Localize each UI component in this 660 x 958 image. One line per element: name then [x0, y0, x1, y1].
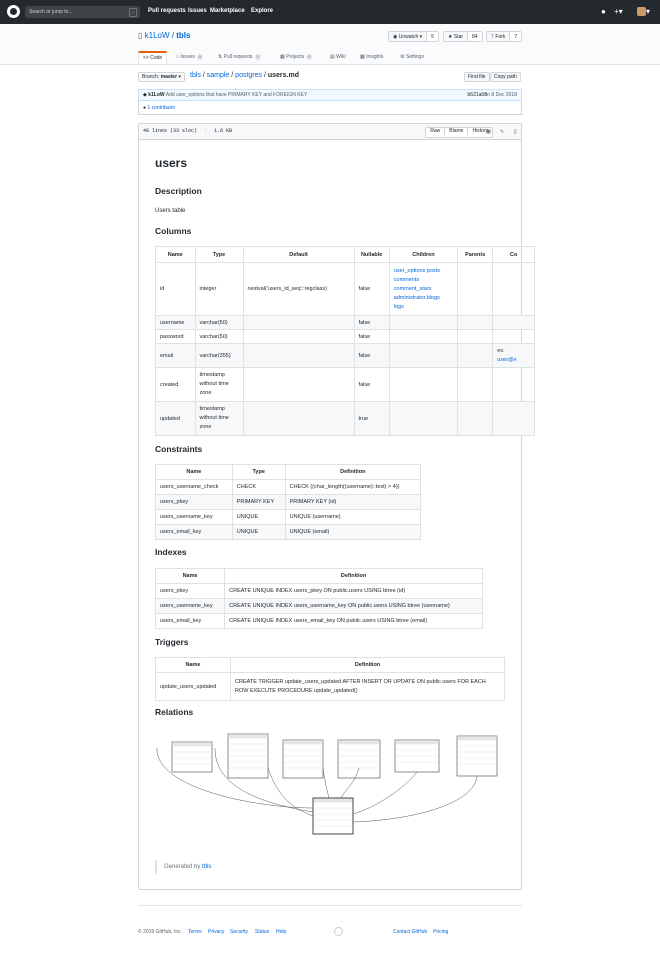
nav-issues[interactable]: Issues: [188, 8, 207, 14]
history-button[interactable]: History: [467, 128, 492, 135]
col-header-type: Type: [195, 247, 243, 263]
watch-label: Unwatch: [398, 34, 419, 40]
contributors: [138, 101, 522, 115]
footer-status[interactable]: Status: [255, 929, 270, 935]
commit-date: on 8 Dec 2018: [484, 92, 517, 98]
child-link-comment-stars[interactable]: comment_stars: [393, 285, 432, 292]
watch-button[interactable]: ◉ Unwatch ▾ 5: [388, 31, 439, 42]
footer-divider: [138, 905, 522, 906]
footer-terms[interactable]: Terms: [188, 929, 202, 935]
fork-icon: ᛉ: [491, 34, 495, 40]
table-row: email varchar(355) false ex. user@e: [156, 344, 535, 368]
file-lines: 48 lines (33 sloc): [143, 128, 198, 134]
email-comment-link[interactable]: user@e: [497, 356, 517, 363]
heading-relations: Relations: [155, 707, 194, 717]
slash-key-icon: /: [129, 8, 137, 17]
nav-explore[interactable]: Explore: [251, 8, 274, 14]
tab-insights[interactable]: ▩ Insights: [360, 54, 384, 60]
repo-name-link[interactable]: tbls: [176, 31, 191, 40]
tab-wiki[interactable]: ▤ Wiki: [330, 54, 346, 60]
col-header-parents: Parents: [458, 247, 493, 263]
file-size: 1.6 KB: [214, 128, 233, 134]
col-header-name: Name: [156, 247, 196, 263]
table-row: users_email_key UNIQUE UNIQUE (email): [156, 525, 421, 540]
columns-table: [155, 246, 535, 436]
table-row: users_pkey PRIMARY KEY PRIMARY KEY (id): [156, 495, 421, 510]
footer-pricing[interactable]: Pricing: [433, 929, 449, 935]
table-row: updated timestamp without time zone true: [156, 402, 535, 436]
code-icon: <>: [143, 55, 149, 61]
footer-contact[interactable]: Contact GitHub: [393, 929, 428, 935]
col-header-nullable: Nullable: [354, 247, 389, 263]
star-label: Star: [453, 34, 464, 40]
search-placeholder: Search or jump to...: [29, 9, 73, 15]
diagram-comments-table: [283, 740, 323, 778]
plus-icon[interactable]: +▾: [614, 7, 623, 16]
footer-security[interactable]: Security: [230, 929, 249, 935]
repo-separator: /: [169, 31, 177, 40]
heading-triggers: Triggers: [155, 637, 189, 647]
copy-path-button[interactable]: Copy path: [490, 72, 521, 82]
diagram-users-table: [313, 798, 353, 834]
table-row: password varchar(50) false: [156, 330, 535, 344]
contributor-link[interactable]: 1 contributor: [147, 105, 176, 111]
col-header-children: Children: [389, 247, 457, 263]
fork-button[interactable]: [486, 31, 522, 42]
github-footer-logo-icon[interactable]: [334, 927, 343, 936]
repo-icon: ▯: [138, 31, 143, 40]
diagram-user-options-table: [172, 742, 212, 772]
gear-icon: ⚙: [400, 54, 405, 60]
project-icon: ▦: [280, 54, 285, 60]
table-row: created timestamp without time zone false: [156, 368, 535, 402]
page-title: users: [155, 156, 188, 170]
generated-by: Generated by tbls: [155, 860, 211, 874]
pull-request-icon: ⇅: [218, 54, 223, 60]
bell-icon[interactable]: ●: [600, 7, 606, 16]
repo-title: [138, 31, 190, 40]
search-input[interactable]: [25, 6, 140, 18]
nav-marketplace[interactable]: Marketplace: [210, 8, 245, 14]
fork-label: Fork: [495, 34, 506, 40]
desktop-icon[interactable]: ▣: [486, 128, 491, 135]
table-row: users_username_check CHECK CHECK ((char_length((username)::text) > 4)): [156, 480, 421, 495]
table-row: update_users_updated CREATE TRIGGER update_users_updated AFTER INSERT OR UPDATE ON public.users FOR EACH ROW EXECUTE PROCEDURE update_updated(): [156, 673, 505, 701]
footer-copyright: © 2019 GitHub, Inc.: [138, 929, 182, 935]
tab-issues[interactable]: ○ Issues 0: [176, 54, 202, 60]
col-header-default: Default: [243, 247, 354, 263]
find-file-button[interactable]: Find file: [464, 72, 490, 82]
email-comment-prefix: ex.: [497, 347, 505, 354]
tbls-link[interactable]: tbls: [202, 864, 212, 870]
star-icon: ★: [448, 34, 453, 40]
pencil-icon[interactable]: ✎: [500, 128, 504, 135]
people-icon: ●: [143, 105, 147, 111]
nav-pull-requests[interactable]: Pull requests: [148, 8, 186, 14]
star-count[interactable]: 84: [468, 32, 482, 41]
breadcrumb: tbls / sample / postgres / users.md: [190, 72, 299, 79]
commit-avatar: ◆: [143, 92, 147, 98]
branch-label: Branch:: [142, 74, 160, 80]
table-row: users_username_key CREATE UNIQUE INDEX users_username_key ON public.users USING btree (username): [156, 599, 483, 614]
footer-help[interactable]: Help: [276, 929, 287, 935]
blame-button[interactable]: Blame: [444, 128, 467, 135]
crumb-repo[interactable]: tbls: [190, 72, 201, 79]
branch-select[interactable]: Branch: master ▾: [138, 72, 185, 82]
file-header: 48 lines (33 sloc) | 1.6 KB Raw Blame History ▣ ✎ ▯: [139, 124, 521, 140]
crumb-file: users.md: [267, 72, 299, 79]
triggers-table: Name Definition update_users_updated CREATE TRIGGER update_users_updated AFTER INSERT OR UPDATE ON public.users FOR EACH ROW EXECUTE PROCEDURE update_updated(): [155, 657, 505, 701]
heading-constraints: Constraints: [155, 444, 203, 454]
raw-button[interactable]: Raw: [430, 128, 441, 134]
crumb-postgres[interactable]: postgres: [235, 72, 263, 79]
heading-indexes: Indexes: [155, 547, 187, 557]
constraints-table: Name Type Definition users_username_check CHECK CHECK ((char_length((username)::text) > 4)) users_pkey PRIMARY KEY PRIMARY KEY (id) users_username_key UNIQUE UNIQUE (username) users_email_key UNIQUE UNIQUE (email): [155, 464, 421, 540]
eye-icon: ◉: [393, 34, 398, 40]
tab-code[interactable]: <> Code: [138, 51, 167, 64]
table-row: users_username_key UNIQUE UNIQUE (username): [156, 510, 421, 525]
latest-commit: [138, 89, 522, 101]
table-row: username varchar(50) false: [156, 316, 535, 330]
crumb-sample[interactable]: sample: [206, 72, 230, 79]
issue-icon: ○: [176, 54, 180, 60]
diagram-logs-table: [457, 736, 497, 776]
avatar[interactable]: ▾: [631, 7, 650, 16]
relations-diagram[interactable]: [155, 728, 505, 838]
commit-sha[interactable]: b621a66: [467, 92, 487, 98]
table-row: users_email_key CREATE UNIQUE INDEX users_email_key ON public.users USING btree (email): [156, 614, 483, 629]
heading-description: Description: [155, 186, 202, 196]
diagram-comment-stars-table: [338, 740, 380, 778]
repo-owner-link[interactable]: k1LoW: [144, 31, 170, 40]
trash-icon[interactable]: ▯: [513, 128, 517, 135]
table-row: id integer nextval('users_id_seq'::regclass) false user_options posts comments comment_stars administrator.blogs logs: [156, 263, 535, 316]
star-button[interactable]: [443, 31, 483, 42]
global-header: [0, 0, 660, 24]
tab-pull-requests[interactable]: ⇅ Pull requests 1: [218, 54, 259, 60]
insights-icon: ▩: [360, 54, 365, 60]
branch-name: master: [160, 74, 178, 80]
tab-projects[interactable]: ▦ Projects 0: [280, 54, 311, 60]
github-logo-icon[interactable]: [7, 5, 20, 18]
child-link-posts[interactable]: posts: [426, 267, 440, 274]
heading-columns: Columns: [155, 226, 192, 236]
child-link-logs[interactable]: logs: [393, 303, 404, 310]
commit-message[interactable]: Add user_options that have PRIMARY KEY and FOREIGN KEY: [165, 92, 308, 98]
columns-table-wrapper[interactable]: [155, 246, 518, 436]
child-link-user-options[interactable]: user_options: [393, 267, 426, 274]
indexes-table: Name Definition users_pkey CREATE UNIQUE INDEX users_pkey ON public.users USING btree (id) users_username_key CREATE UNIQUE INDEX users_username_key ON public.users USING btree (username) users_email_key CREATE UNIQUE INDEX users_email_key ON public.users USING btree (email): [155, 568, 483, 629]
table-row: users_pkey CREATE UNIQUE INDEX users_pkey ON public.users USING btree (id): [156, 584, 483, 599]
commit-author[interactable]: k1LoW: [148, 92, 165, 98]
col-header-comment: Co: [493, 247, 535, 263]
wiki-icon: ▤: [330, 54, 335, 60]
child-link-administrator-blogs[interactable]: administrator.blogs: [393, 294, 440, 301]
watch-count[interactable]: 5: [427, 32, 438, 41]
tab-settings[interactable]: ⚙ Settings: [400, 54, 424, 60]
description-text: Users table: [155, 208, 186, 214]
footer-privacy[interactable]: Privacy: [208, 929, 225, 935]
fork-count[interactable]: 7: [510, 32, 521, 41]
child-link-comments[interactable]: comments: [393, 276, 420, 283]
